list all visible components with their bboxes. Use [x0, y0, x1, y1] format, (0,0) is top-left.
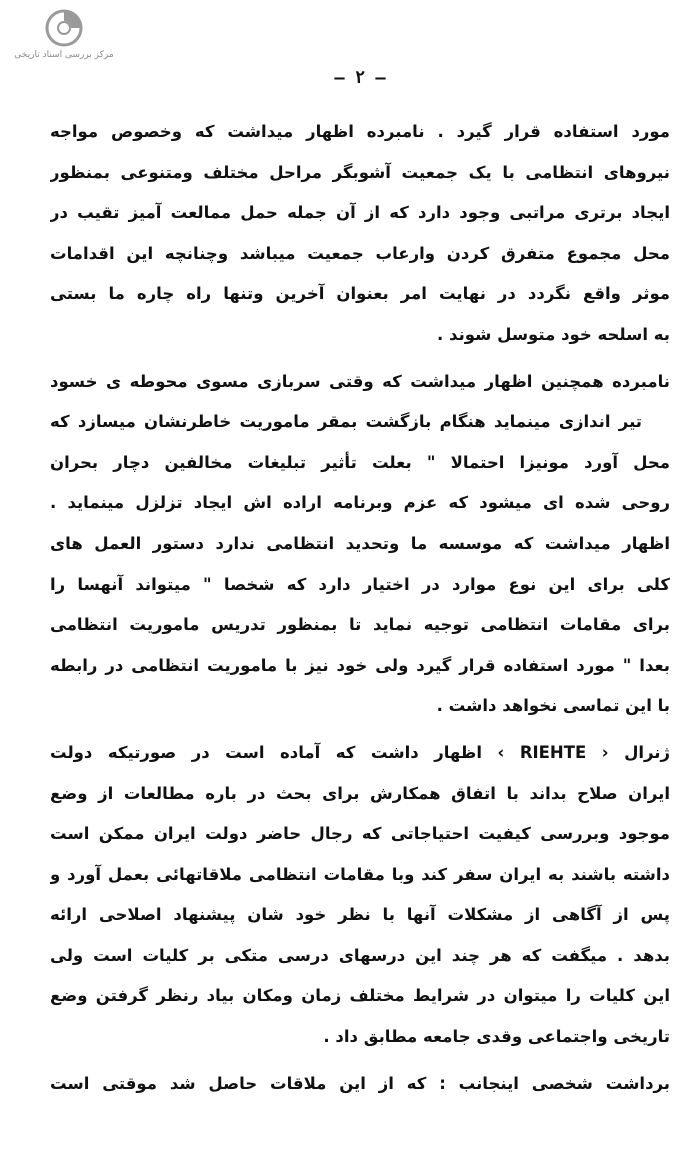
text-line: محل آورد مونیزا احتمالا " بعلت تأثیر تبلیغات مخالفین دچار بحران [50, 452, 670, 472]
paragraph [50, 733, 670, 1058]
text-line: کلی برای این نوع موارد در اختیار دارد که شخصا " میتواند آنهسا را [50, 574, 670, 594]
text-line: مورد استفاده قرار گیرد . نامبرده اظهار میداشت که وخصوص مواجه [50, 122, 670, 141]
text-line: برداشت شخصی اینجانب : که از این ملاقات حاصل شد موقتی است [50, 1073, 670, 1093]
text-line: نیروهای انتظامی با یک جمعیت آشوبگر مراحل مختلف ومتنوعی بمنظور [50, 162, 670, 182]
text-line: روحی شده ای میشود که عزم وبرنامه اراده اش ایجاد تزلزل مینماید . [50, 493, 670, 513]
text-line: نامبرده همچنین اظهار میداشت که وقتی سربازی مسوی محوطه ی خسود [50, 371, 670, 391]
text-line: داشته باشند به ایران سفر کند وبا مقامات انتظامی ملاقاتهائی بعمل آورد و [50, 864, 670, 884]
letter-body [50, 112, 670, 1110]
text-line: این کلیات را میتوان در شرایط مختلف زمان ومکان بیاد رنظر گرفتن وضع [50, 986, 670, 1006]
text-line: موثر واقع نگردد در نهایت امر بعنوان آخرین وتنها راه چاره ما بستی [50, 284, 670, 304]
text-line: به اسلحه خود متوسل شوند . [437, 324, 670, 344]
text-line: اظهار میداشت که موسسه ما وتحدید انتظامی ندارد دستور العمل های [50, 533, 670, 553]
text-line: ایران صلاح بداند با اتفاق همکارش برای بحث در باره مطالعات از وضع [50, 783, 670, 803]
text-line: تیر اندازی مینماید هنگام بازگشت بمقر ماموریت خاطرنشان میسازد که [50, 412, 642, 432]
text-line: بعدا " مورد استفاده قرار گیرد ولی خود نیز با ماموریت انتظامی در رابطه [50, 655, 670, 675]
text-line: با این تماسی نخواهد داشت . [436, 696, 670, 716]
paragraph [50, 1064, 670, 1105]
page-number: — ٢ — [334, 68, 386, 88]
text-line: موجود وبررسی کیفیت احتیاجاتی که رجال حاضر دولت ایران ممکن است [50, 824, 670, 844]
archive-emblem-icon [44, 8, 84, 48]
text-line: محل مجموع متفرق کردن وارعاب جمعیت میباشد وچنانچه این اقدامات [50, 243, 670, 263]
text-line: تاریخی واجتماعی وقدی جامعه مطابق داد . [323, 1027, 670, 1047]
text-line: برای مقامات انتظامی توجیه نماید تا بمنظور تدریس ماموریت انتظامی [50, 615, 670, 635]
text-line: ژنرال ‹ RIEHTE › اظهار داشت که آماده است در صورتیکه دولت [50, 742, 670, 762]
paragraph [50, 362, 670, 727]
text-line: ایجاد برتری مراتبی وجود دارد که از آن جمله حمل ممالعت آمیز تقیب در [50, 203, 670, 223]
text-line: پس از آگاهی از مشکلات آنها با نظر خود شان پیشنهاد اصلاحی ارائه [50, 905, 670, 925]
text-line: بدهد . میگفت که هر چند این درسهای درسی متکی بر کلیات است ولی [50, 945, 670, 965]
paragraph [50, 112, 670, 356]
archive-logo [8, 6, 120, 64]
archive-logo-text: مرکز بررسی اسناد تاریخی [14, 50, 114, 60]
